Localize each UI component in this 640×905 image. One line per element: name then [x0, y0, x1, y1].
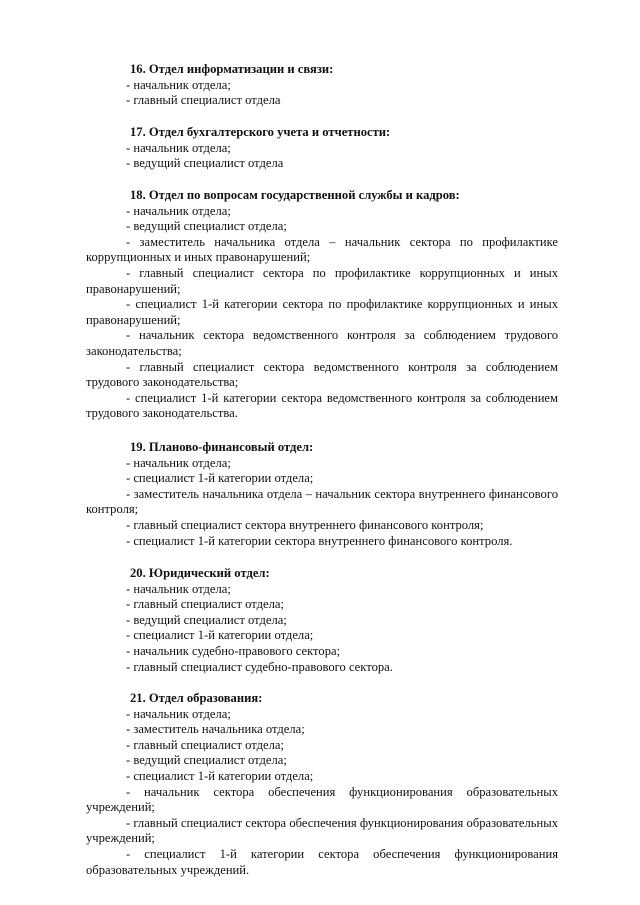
list-item: - начальник отдела;: [126, 581, 231, 596]
list-item: - специалист 1-й категории сектора обеспечения функционирования образовательных учреждений.: [86, 846, 558, 877]
list-item: - ведущий специалист отдела;: [126, 753, 287, 768]
list-item: - главный специалист отдела: [126, 93, 281, 108]
list-item: - ведущий специалист отдела: [126, 156, 284, 171]
list-item: - специалист 1-й категории сектора ведомственного контроля за соблюдением трудового законодательства.: [86, 390, 558, 421]
list-item: - заместитель начальника отдела;: [126, 722, 305, 737]
section-17-accounting: [86, 125, 558, 172]
list-item: - специалист 1-й категории отдела;: [126, 628, 314, 643]
list-item: - начальник сектора обеспечения функционирования образовательных учреждений;: [86, 784, 558, 815]
list-item: - начальник отдела;: [126, 706, 231, 721]
list-item: - ведущий специалист отдела;: [126, 219, 287, 234]
list-item: - главный специалист сектора ведомственного контроля за соблюдением трудового законодательства;: [86, 359, 558, 390]
list-item: - главный специалист отдела;: [126, 737, 284, 752]
list-item: - специалист 1-й категории сектора внутреннего финансового контроля.: [126, 533, 513, 548]
section-heading: 19. Планово-финансовый отдел:: [130, 440, 314, 454]
section-heading: 18. Отдел по вопросам государственной службы и кадров:: [130, 188, 460, 202]
section-heading: 20. Юридический отдел:: [130, 566, 270, 580]
list-item: - специалист 1-й категории отдела;: [126, 768, 314, 783]
list-item: - заместитель начальника отдела – начальник сектора внутреннего финансового контроля;: [86, 486, 558, 517]
section-20-legal: [86, 566, 558, 675]
list-item: - заместитель начальника отдела – начальник сектора по профилактике коррупционных и иных правонарушений;: [86, 234, 558, 265]
section-heading: 21. Отдел образования:: [130, 691, 263, 705]
list-item: - главный специалист отдела;: [126, 597, 284, 612]
list-item: - главный специалист сектора внутреннего финансового контроля;: [126, 517, 484, 532]
list-item: - начальник отдела;: [126, 455, 231, 470]
section-heading: 17. Отдел бухгалтерского учета и отчетности:: [130, 125, 391, 139]
section-21-education: [86, 691, 558, 878]
section-18-civil-service: [86, 188, 558, 422]
list-item: - начальник сектора ведомственного контроля за соблюдением трудового законодательства;: [86, 328, 558, 358]
list-item: - начальник отдела;: [126, 203, 231, 218]
list-item: - главный специалист сектора обеспечения функционирования образовательных учреждений;: [86, 815, 558, 846]
section-16-informatization: [86, 62, 558, 109]
list-item: - начальник отдела;: [126, 77, 231, 92]
list-item: - начальник отдела;: [126, 140, 231, 155]
list-item: - начальник судебно-правового сектора;: [126, 643, 341, 658]
list-item: - главный специалист сектора по профилактике коррупционных и иных правонарушений;: [86, 265, 558, 296]
section-heading: 16. Отдел информатизации и связи:: [130, 62, 334, 76]
list-item: - специалист 1-й категории отдела;: [126, 471, 314, 486]
list-item: - ведущий специалист отдела;: [126, 612, 287, 627]
section-19-planning-finance: [86, 440, 558, 549]
list-item: - главный специалист судебно-правового сектора.: [126, 659, 393, 674]
list-item: - специалист 1-й категории сектора по профилактике коррупционных и иных правонарушений;: [86, 297, 558, 327]
